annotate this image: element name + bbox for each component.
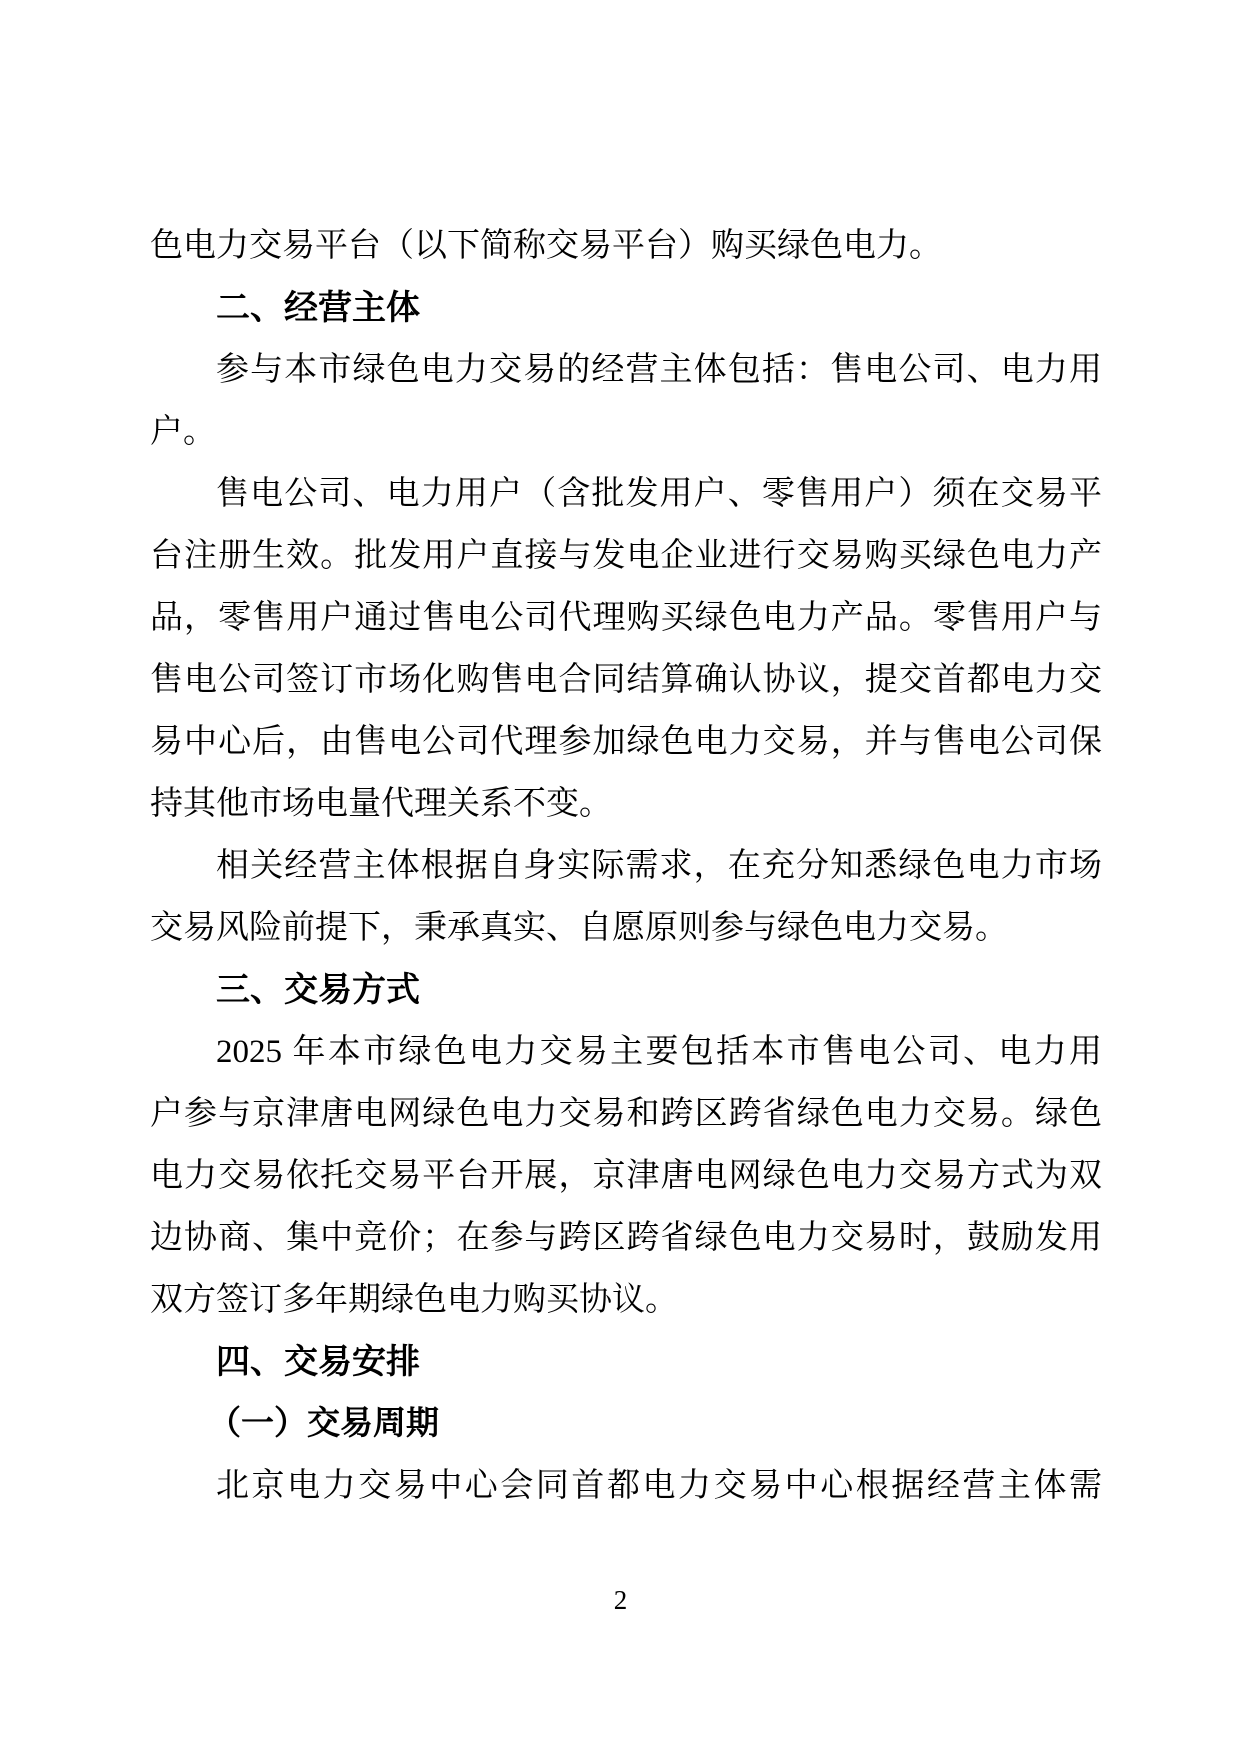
paragraph-line: 边协商、集中竞价；在参与跨区跨省绿色电力交易时，鼓励发用 — [150, 1220, 1102, 1256]
paragraph-line: 相关经营主体根据自身实际需求，在充分知悉绿色电力市场 — [216, 848, 1102, 884]
section-heading-4: 四、交易安排 — [216, 1343, 420, 1381]
document-body — [150, 215, 1102, 1517]
paragraph-line: 售电公司签订市场化购售电合同结算确认协议，提交首都电力交 — [150, 662, 1102, 698]
section-heading-2: 二、经营主体 — [216, 289, 420, 327]
paragraph-line: 参与本市绿色电力交易的经营主体包括：售电公司、电力用 — [216, 352, 1102, 388]
page-number: 2 — [613, 1585, 628, 1615]
paragraph-line: 2025 年本市绿色电力交易主要包括本市售电公司、电力用 — [216, 1034, 1102, 1070]
paragraph-line: 台注册生效。批发用户直接与发电企业进行交易购买绿色电力产 — [150, 538, 1102, 574]
paragraph-line: 双方签订多年期绿色电力购买协议。 — [150, 1282, 678, 1318]
paragraph-line: 户参与京津唐电网绿色电力交易和跨区跨省绿色电力交易。绿色 — [150, 1096, 1102, 1132]
paragraph-line: 品，零售用户通过售电公司代理购买绿色电力产品。零售用户与 — [150, 600, 1102, 636]
paragraph-line: 易中心后，由售电公司代理参加绿色电力交易，并与售电公司保 — [150, 724, 1102, 760]
paragraph-line: 持其他市场电量代理关系不变。 — [150, 786, 612, 822]
paragraph-line: 北京电力交易中心会同首都电力交易中心根据经营主体需 — [216, 1468, 1102, 1504]
continuation-line: 色电力交易平台（以下简称交易平台）购买绿色电力。 — [150, 228, 942, 264]
paragraph-line: 交易风险前提下，秉承真实、自愿原则参与绿色电力交易。 — [150, 910, 1008, 946]
paragraph-line: 户。 — [150, 414, 216, 450]
section-heading-3: 三、交易方式 — [216, 971, 420, 1009]
paragraph-line: 售电公司、电力用户（含批发用户、零售用户）须在交易平 — [216, 476, 1102, 512]
paragraph-line: 电力交易依托交易平台开展，京津唐电网绿色电力交易方式为双 — [150, 1158, 1102, 1194]
subsection-heading: （一）交易周期 — [208, 1406, 439, 1442]
